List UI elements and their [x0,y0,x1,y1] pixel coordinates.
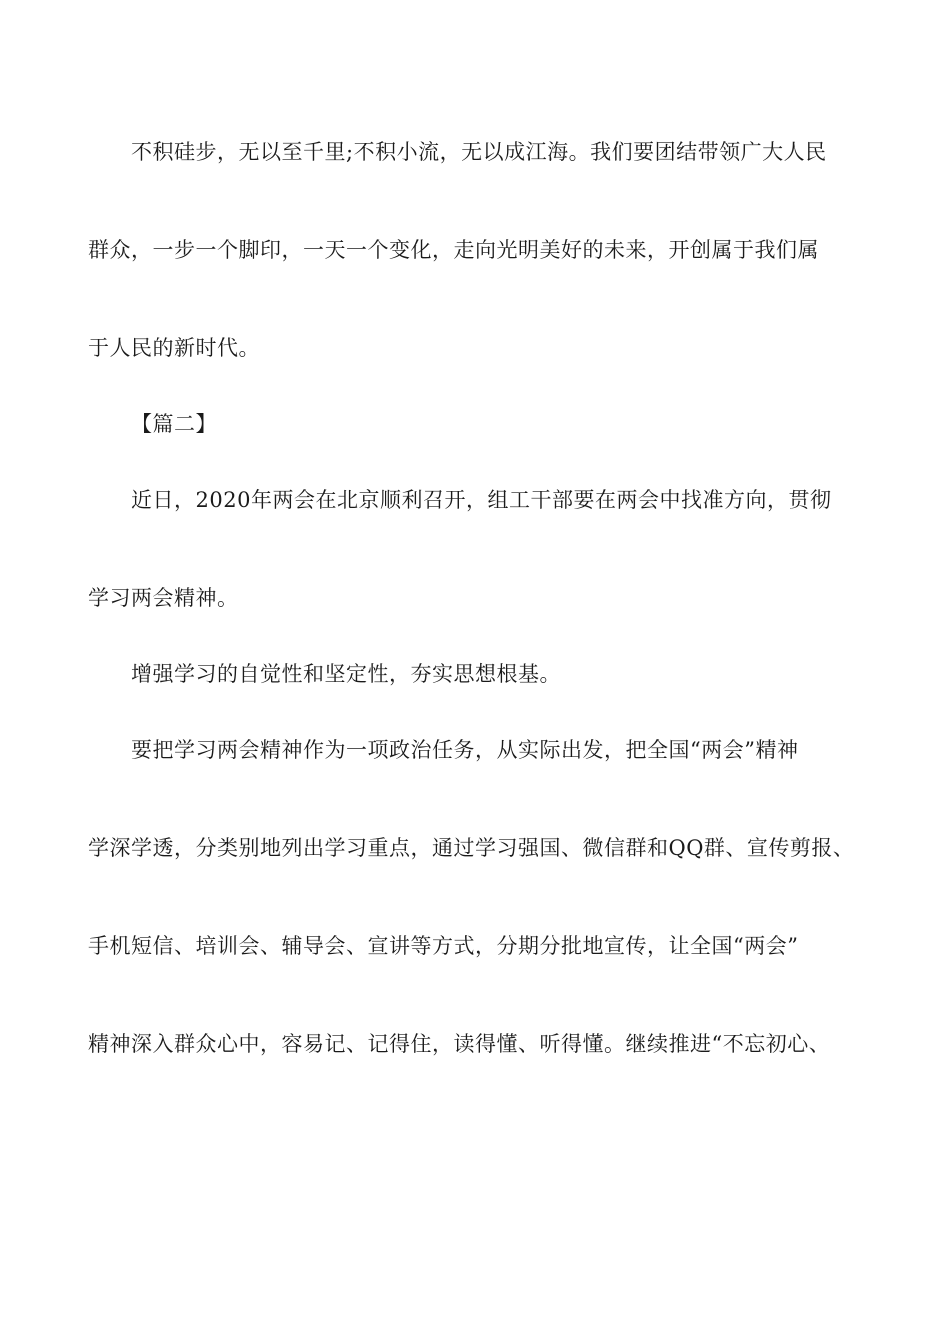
paragraph-line-5: 学习两会精神。 [88,586,239,610]
paragraph-line-1: 不积硅步，无以至千里;不积小流，无以成江海。我们要团结带领广大人民 [131,140,827,164]
paragraph-line-7: 要把学习两会精神作为一项政治任务，从实际出发，把全国“两会”精神 [131,738,799,762]
section-heading: 【篇二】 [131,412,217,436]
paragraph-line-3: 于人民的新时代。 [88,336,260,360]
paragraph-line-9: 手机短信、培训会、辅导会、宣讲等方式，分期分批地宣传，让全国“两会” [88,934,799,958]
paragraph-line-8: 学深学透，分类别地列出学习重点，通过学习强国、微信群和QQ群、宣传剪报、 [88,836,855,860]
paragraph-line-2: 群众，一步一个脚印，一天一个变化，走向光明美好的未来，开创属于我们属 [88,238,819,262]
paragraph-line-4: 近日，2020年两会在北京顺利召开，组工干部要在两会中找准方向，贯彻 [131,488,832,512]
paragraph-line-6: 增强学习的自觉性和坚定性，夯实思想根基。 [131,662,561,686]
paragraph-line-10: 精神深入群众心中，容易记、记得住，读得懂、听得懂。继续推进“不忘初心、 [88,1032,831,1056]
